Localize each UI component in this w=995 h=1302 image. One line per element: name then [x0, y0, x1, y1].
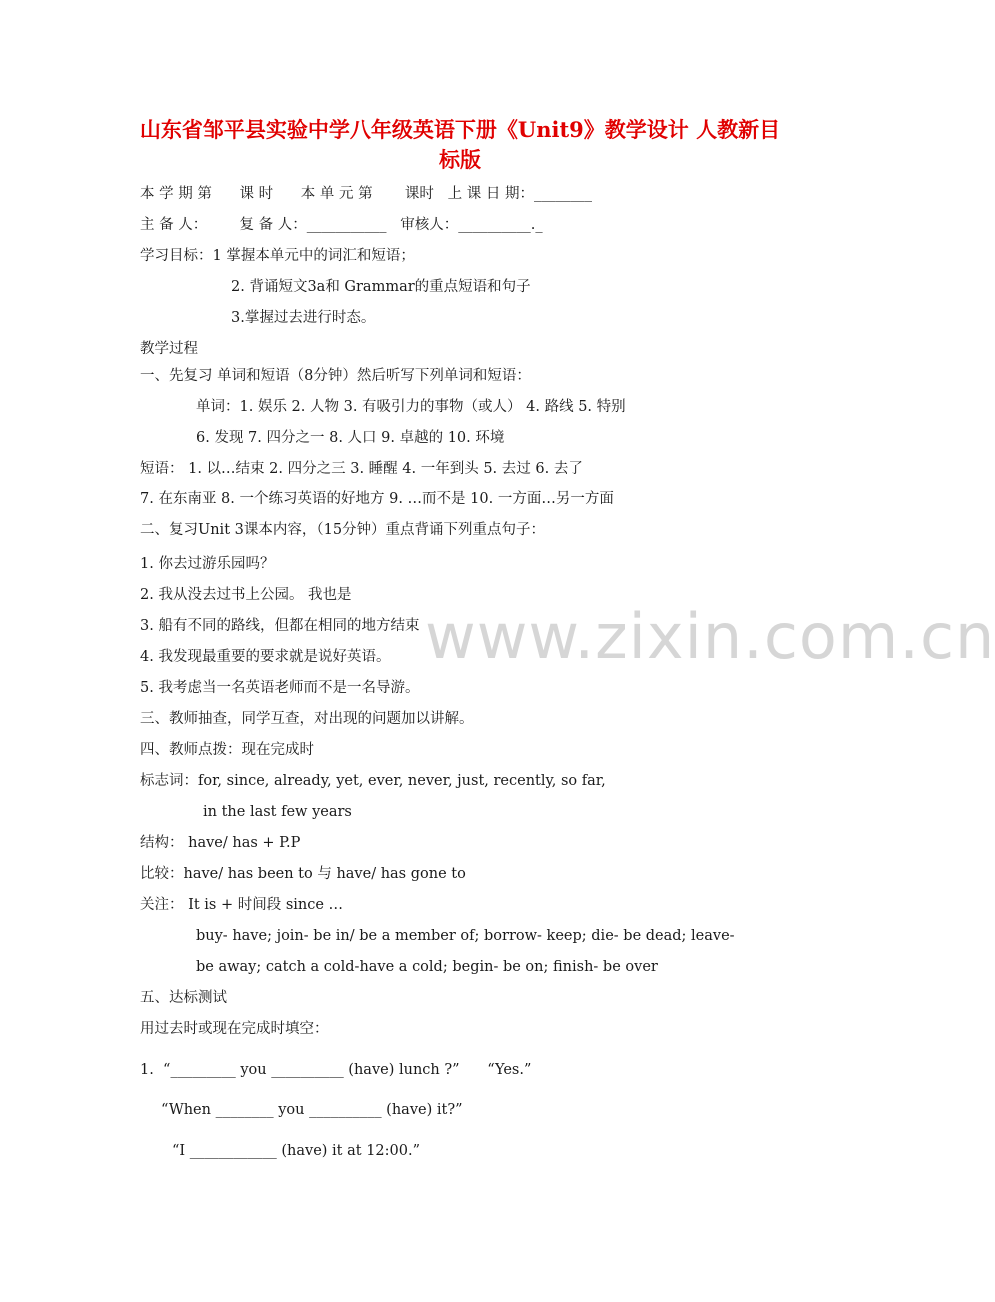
words-line-2: 6. 发现 7. 四分之一 8. 人口 9. 卓越的 10. 环境 — [196, 430, 505, 446]
document-title: 山东省邹平县实验中学八年级英语下册《Unit9》教学设计 人教新目 — [139, 117, 781, 142]
exercise-1-line-1: 1. “_________ you __________ (have) lunch ?” “Yes.” — [140, 1062, 532, 1078]
comparison-line: 比较：have/ has been to 与 have/ has gone to — [140, 866, 466, 882]
process-heading: 教学过程 — [140, 341, 198, 357]
section-2-heading: 二、复习Unit 3课本内容，（15分钟）重点背诵下列重点句子： — [140, 522, 546, 538]
sentence-1: 1. 你去过游乐园吗？ — [140, 556, 275, 572]
words-line-1: 单词：1. 娱乐 2. 人物 3. 有吸引力的事物（或人） 4. 路线 5. 特别 — [196, 399, 626, 415]
exercise-1-line-3: “I ____________ (have) it at 12:00.” — [172, 1143, 421, 1159]
exercise-instruction: 用过去时或现在完成时填空： — [140, 1021, 329, 1037]
section-4-heading: 四、教师点拨：现在完成时 — [140, 742, 314, 758]
verb-pairs-line-1: buy- have; join- be in/ be a member of; borrow- keep; die- be dead; leave- — [196, 928, 735, 944]
objective-2: 2. 背诵短文3a和 Grammar的重点短语和句子 — [231, 279, 531, 295]
sentence-2: 2. 我从没去过书上公园。 我也是 — [140, 587, 352, 603]
signal-words-line-2: in the last few years — [203, 804, 352, 820]
watermark: www.zixin.com.cn — [425, 600, 995, 673]
structure-line: 结构： have/ has + P.P — [140, 835, 301, 851]
attention-line: 关注： It is + 时间段 since … — [140, 897, 344, 913]
sentence-4: 4. 我发现最重要的要求就是说好英语。 — [140, 649, 391, 665]
phrases-line-1: 短语： 1. 以…结束 2. 四分之三 3. 睡醒 4. 一年到头 5. 去过 6. 去了 — [140, 461, 583, 477]
objective-3: 3.掌握过去进行时态。 — [231, 310, 376, 326]
document-title-continued: 标版 — [439, 147, 481, 172]
verb-pairs-line-2: be away; catch a cold-have a cold; begin- be on; finish- be over — [196, 959, 658, 975]
section-1-heading: 一、先复习 单词和短语（8分钟）然后听写下列单词和短语： — [140, 368, 531, 384]
signal-words-line-1: 标志词：for, since, already, yet, ever, never, just, recently, so far, — [140, 773, 606, 789]
section-5-heading: 五、达标测试 — [140, 990, 227, 1006]
header-row-schedule: 本 学 期 第 课 时 本 单 元 第 课时 上 课 日 期：________ — [140, 186, 592, 202]
header-row-preparers: 主 备 人： 复 备 人：___________ 审核人：__________._ — [140, 217, 543, 233]
objective-1: 学习目标：1 掌握本单元中的词汇和短语； — [140, 248, 415, 264]
section-3-heading: 三、教师抽查，同学互查，对出现的问题加以讲解。 — [140, 711, 474, 727]
phrases-line-2: 7. 在东南亚 8. 一个练习英语的好地方 9. …而不是 10. 一方面…另一方面 — [140, 491, 614, 507]
exercise-1-line-2: “When ________ you __________ (have) it?” — [161, 1102, 463, 1118]
sentence-3: 3. 船有不同的路线，但都在相同的地方结束 — [140, 618, 420, 634]
sentence-5: 5. 我考虑当一名英语老师而不是一名导游。 — [140, 680, 420, 696]
